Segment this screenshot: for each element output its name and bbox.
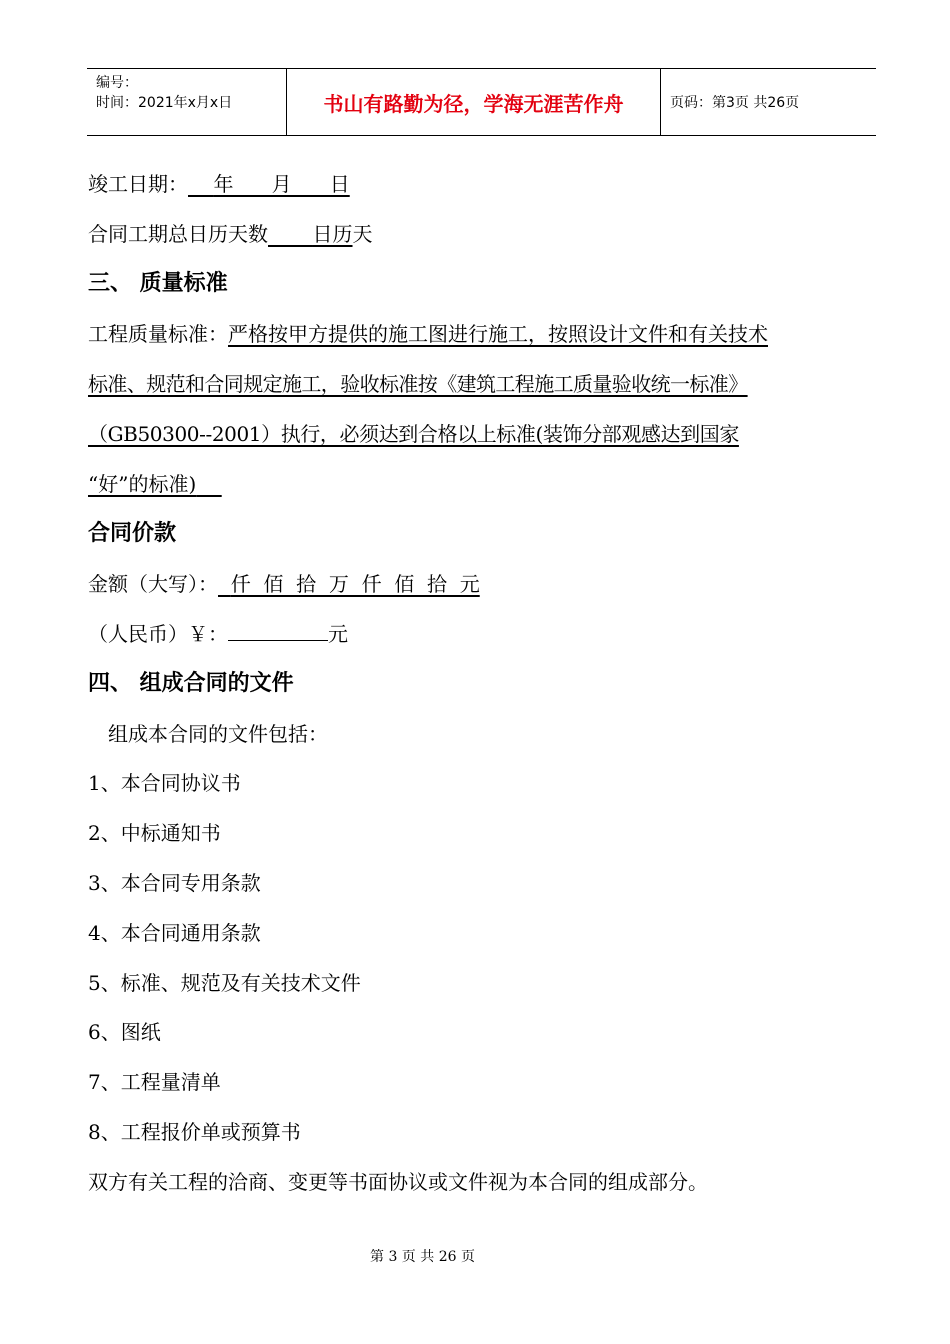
serial-label: 编号： (96, 75, 138, 91)
quality-text-2: 标准、规范和合同规定施工，验收标准按《建筑工程施工质量验收统一标准》 (88, 372, 748, 396)
completion-date-line (88, 170, 350, 198)
doc-item-1: 1、本合同协议书 (88, 771, 241, 795)
rmb-unit: 元 (328, 622, 348, 646)
total-days-label: 合同工期总日历天数 (88, 222, 268, 246)
quality-text-3: （GB50300--2001）执行，必须达到合格以上标准(装饰分部观感达到国家 (88, 422, 739, 446)
total-days-line (88, 220, 373, 248)
doc-item-7: 7、工程量清单 (88, 1070, 221, 1094)
header-motto: 书山有路勤为径，学海无涯苦作舟 (287, 69, 661, 135)
docs-intro: 组成本合同的文件包括： (108, 722, 328, 746)
page-footer: 第 3 页 共 26 页 (370, 1249, 475, 1265)
time-label: 时间：2021年x月x日 (96, 95, 233, 111)
doc-item-8: 8、工程报价单或预算书 (88, 1120, 301, 1144)
section-3-title: 三、 质量标准 (88, 271, 228, 296)
total-days-unit-underlined: 日历 (312, 222, 353, 246)
rmb-line (88, 620, 348, 648)
doc-item-2: 2、中标通知书 (88, 821, 221, 845)
doc-item-3: 3、本合同专用条款 (88, 871, 261, 895)
amount-label: 金额（大写）： (88, 572, 218, 596)
header-meta-cell (87, 69, 287, 135)
quality-line-1 (88, 320, 768, 348)
header-page-info: 页码：第3页 共26页 (670, 95, 800, 111)
completion-date-label: 竣工日期： (88, 172, 188, 196)
amount-fill: 仟 佰 拾 万 仟 佰 拾 元 (230, 572, 480, 596)
contract-price-title: 合同价款 (88, 521, 177, 546)
total-days-unit: 天 (352, 222, 373, 246)
quality-label: 工程质量标准： (88, 322, 228, 346)
section-4-title: 四、 组成合同的文件 (88, 671, 294, 696)
quality-line-4 (88, 470, 222, 498)
page-header (87, 68, 876, 136)
completion-date-fill: 年 月 日 (213, 172, 350, 196)
rmb-label: （人民币）￥： (88, 622, 228, 646)
amount-line (88, 570, 480, 598)
closing-statement: 双方有关工程的洽商、变更等书面协议或文件视为本合同的组成部分。 (88, 1170, 708, 1194)
doc-item-6: 6、图纸 (88, 1020, 161, 1044)
quality-text-4: “好”的标准) (88, 472, 197, 496)
rmb-blank (228, 620, 328, 641)
doc-item-4: 4、本合同通用条款 (88, 921, 261, 945)
quality-text-1: 严格按甲方提供的施工图进行施工，按照设计文件和有关技术 (228, 322, 768, 346)
doc-item-5: 5、标准、规范及有关技术文件 (88, 971, 361, 995)
